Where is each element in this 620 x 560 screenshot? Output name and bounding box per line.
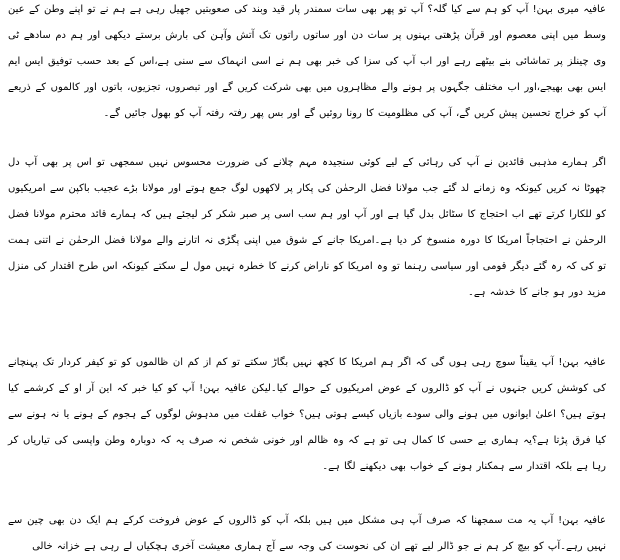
article-paragraph-1: عافیہ میری بہن! آپ کو ہم سے کیا گلہ؟ آپ تو پھر بھی سات سمندر پار قید وبند کی صعوبتیں جھیل رہی ہے ہم نے تو اپنے وطن کے عین وسط میں اپنی معصوم اور قرآن پڑھتی بہنوں پر سات دن اور ساتوں راتوں تک آتش وآہن کی بارش برستے دیکھی اور ہم دم سادھے ٹی وی چینلز پر تماشائی بنے بیٹھے رہے اور اب آپ کی سزا کی خبر بھی ہم نے اسی انہماک سے سنی ہے،اس کے بعد حسب توفیق ایس ایم ایس بھی بھیجے،اور اب مختلف جگہوں پر ہونے والے مظاہروں میں بھی شرکت کریں گے اور تبصروں، تجزیوں، باتوں اور کالموں کے ذریعے آپ کو خراج تحسین پیش کریں گے، آپ کی مظلومیت کا رونا روئیں گے اور بس پھر رفتہ رفتہ آپ کو بھول جائیں گے۔ <box>8 4 606 119</box>
article-paragraph-2: اگر ہمارے مذہبی قائدین نے آپ کی رہائی کے لیے کوئی سنجیدہ مہم چلانے کی ضرورت محسوس نہیں سمجھی تو اس پر بھی آپ دل چھوٹا نہ کریں کیونکہ وہ زمانے لد گئے جب مولانا فضل الرحمٰن کی پکار پر لاکھوں لوگ جمع ہوتے اور مولانا بڑے عجیب باکپن سے امریکیوں کو للکارا کرتے تھے اب احتجاج کا سٹائل بدل گیا ہے اور آپ اور ہم سب اسی پر صبر شکر کر لیجئے ہیں کہ ہمارے قائد محترم مولانا فضل الرحمٰن نے احتجاجاً امریکا کا دورہ منسوخ کر دیا ہے۔امریکا جانے کے شوق میں اپنی پگڑی نہ اتارنے والے مولانا فضل الرحمٰن نے اتنی ہمت تو کی کہ رہ گئے دیگر قومی اور سیاسی رہنما تو وہ امریکا کو ناراض کرنے کا خطرہ نہیں مول لے سکتے کیونکہ اس طرح اقتدار کی منزل مزید دور ہو جانے کا خدشہ ہے۔ <box>8 157 606 298</box>
article-paragraph-3: عافیہ بہن! آپ یقیناً سوچ رہی ہوں گی کہ اگر ہم امریکا کا کچھ نہیں بگاڑ سکتے تو کم از کم ان ظالموں کو تو کیفر کردار تک پہنچانے کی کوشش کریں جنہوں نے آپ کو ڈالروں کے عوض امریکیوں کے حوالے کیا۔لیکن عافیہ بہن! آپ کو کیا خبر کہ این آر او کے کرشمے کیا ہوتے ہیں؟ اعلیٰ ایوانوں میں ہونے والی سودے بازیاں کیسے ہوتی ہیں؟ خواب غفلت میں مدہوش لوگوں کے ہجوم کے ہونے یا نہ ہونے سے کیا فرق پڑتا ہے؟یہ ہماری بے حسی کا کمال ہی تو ہے کہ وہ ظالم اور خونی شخص نہ صرف یہ کہ دوبارہ وطن واپسی کی تیاریاں کر رہا ہے بلکہ اقتدار سے ہمکنار ہونے کے خواب بھی دیکھنے لگا ہے۔ <box>8 357 606 472</box>
article-paragraph-4: عافیہ بہن! آپ یہ مت سمجھنا کہ صرف آپ ہی مشکل میں ہیں بلکہ آپ کو ڈالروں کے عوض فروخت کرکے ہم ایک دن بھی چین سے نہیں رہے۔آپ کو بیچ کر ہم نے جو ڈالر لیے تھے ان کی نحوست کی وجہ سے آج ہماری معیشت آخری ہچکیاں لے رہی ہے خزانہ خالی <box>8 515 606 552</box>
